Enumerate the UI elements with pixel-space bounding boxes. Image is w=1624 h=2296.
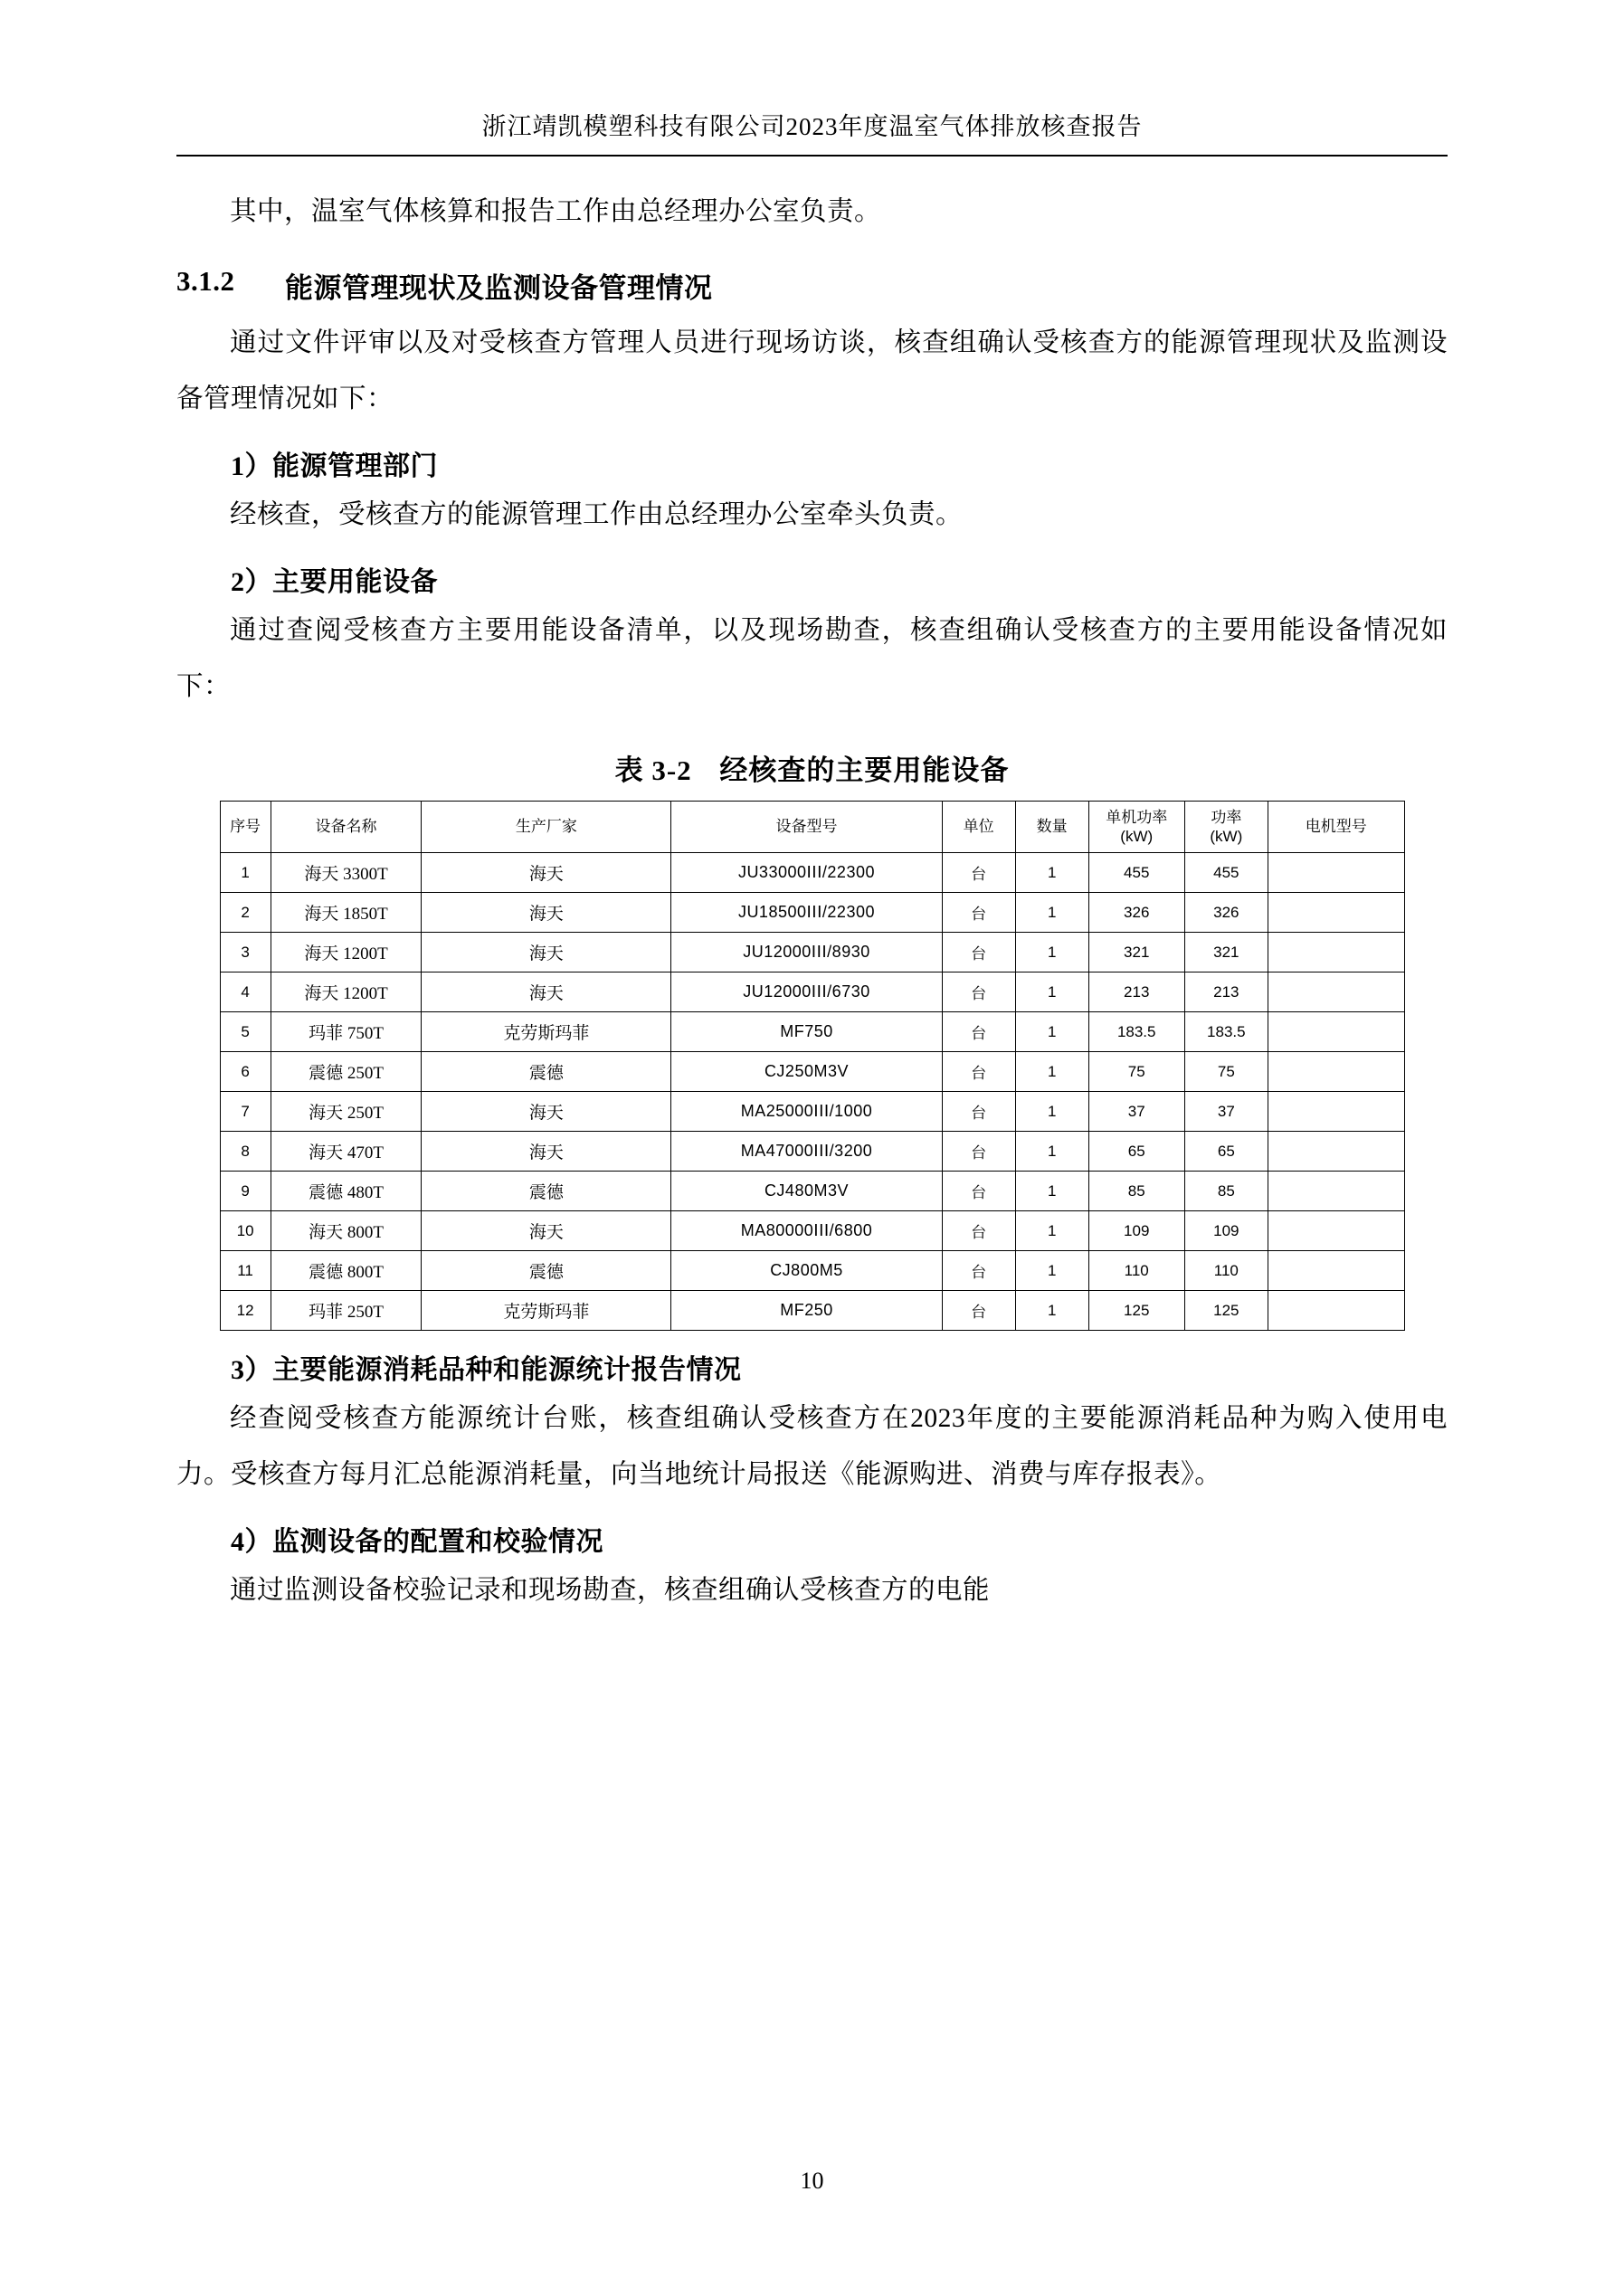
cell-index: 10 bbox=[220, 1211, 271, 1251]
cell-power: 321 bbox=[1184, 933, 1268, 972]
cell-index: 2 bbox=[220, 893, 271, 933]
list-item-2-heading: 2）主要用能设备 bbox=[231, 567, 438, 597]
equipment-table-body bbox=[220, 853, 1404, 1331]
cell-motor-model bbox=[1268, 933, 1404, 972]
header-index: 序号 bbox=[220, 802, 271, 853]
cell-maker: 克劳斯玛菲 bbox=[422, 1012, 671, 1052]
cell-maker: 海天 bbox=[422, 1132, 671, 1172]
list-item-4-heading: 4）监测设备的配置和校验情况 bbox=[231, 1527, 603, 1557]
cell-model: MF250 bbox=[671, 1291, 942, 1331]
table-row bbox=[220, 1211, 1404, 1251]
equipment-table-head bbox=[220, 802, 1404, 853]
header-quantity: 数量 bbox=[1015, 802, 1088, 853]
cell-quantity: 1 bbox=[1015, 853, 1088, 893]
cell-power: 85 bbox=[1184, 1172, 1268, 1211]
table-row bbox=[220, 1092, 1404, 1132]
page-number: 10 bbox=[800, 2168, 824, 2194]
cell-name: 震德 800T bbox=[271, 1251, 422, 1291]
table-row bbox=[220, 893, 1404, 933]
cell-quantity: 1 bbox=[1015, 1092, 1088, 1132]
table-row bbox=[220, 933, 1404, 972]
cell-power: 326 bbox=[1184, 893, 1268, 933]
cell-unit-power: 125 bbox=[1088, 1291, 1184, 1331]
cell-maker: 海天 bbox=[422, 1211, 671, 1251]
cell-maker: 震德 bbox=[422, 1052, 671, 1092]
cell-name: 海天 470T bbox=[271, 1132, 422, 1172]
intro-paragraph: 其中，温室气体核算和报告工作由总经理办公室负责。 bbox=[230, 197, 882, 226]
header-power-line2: (kW) bbox=[1210, 828, 1243, 845]
header-title: 浙江靖凯模塑科技有限公司2023年度温室气体排放核查报告 bbox=[481, 113, 1143, 140]
cell-motor-model bbox=[1268, 853, 1404, 893]
header-unit-power-line2: (kW) bbox=[1120, 828, 1154, 845]
cell-unit-power: 65 bbox=[1088, 1132, 1184, 1172]
cell-name: 海天 1200T bbox=[271, 972, 422, 1012]
table-header-row bbox=[220, 802, 1404, 853]
cell-motor-model bbox=[1268, 1052, 1404, 1092]
cell-unit-power: 455 bbox=[1088, 853, 1184, 893]
cell-maker: 震德 bbox=[422, 1172, 671, 1211]
header-unit: 单位 bbox=[942, 802, 1015, 853]
cell-index: 8 bbox=[220, 1132, 271, 1172]
cell-quantity: 1 bbox=[1015, 1211, 1088, 1251]
cell-power: 110 bbox=[1184, 1251, 1268, 1291]
equipment-table bbox=[220, 801, 1405, 1331]
cell-name: 海天 1850T bbox=[271, 893, 422, 933]
cell-model: JU12000ⅠⅠⅠ/6730 bbox=[671, 972, 942, 1012]
table-row bbox=[220, 1291, 1404, 1331]
cell-power: 65 bbox=[1184, 1132, 1268, 1172]
list-item-2-paragraph: 通过查阅受核查方主要用能设备清单，以及现场勘查，核查组确认受核查方的主要用能设备情况如下： bbox=[176, 616, 1448, 701]
cell-name: 玛菲 250T bbox=[271, 1291, 422, 1331]
cell-unit: 台 bbox=[942, 1012, 1015, 1052]
cell-model: JU33000ⅠⅠⅠ/22300 bbox=[671, 853, 942, 893]
cell-power: 125 bbox=[1184, 1291, 1268, 1331]
cell-power: 37 bbox=[1184, 1092, 1268, 1132]
cell-index: 7 bbox=[220, 1092, 271, 1132]
cell-unit-power: 110 bbox=[1088, 1251, 1184, 1291]
cell-maker: 海天 bbox=[422, 933, 671, 972]
header-motor-model: 电机型号 bbox=[1268, 802, 1404, 853]
header-maker: 生产厂家 bbox=[422, 802, 671, 853]
cell-model: MA47000ⅠⅠⅠ/3200 bbox=[671, 1132, 942, 1172]
cell-motor-model bbox=[1268, 893, 1404, 933]
section-number: 3.1.2 bbox=[176, 265, 235, 297]
list-item-3-heading: 3）主要能源消耗品种和能源统计报告情况 bbox=[231, 1355, 742, 1385]
cell-quantity: 1 bbox=[1015, 1012, 1088, 1052]
section-paragraph: 通过文件评审以及对受核查方管理人员进行现场访谈，核查组确认受核查方的能源管理现状及监测设备管理情况如下： bbox=[176, 328, 1448, 413]
cell-unit-power: 326 bbox=[1088, 893, 1184, 933]
cell-quantity: 1 bbox=[1015, 972, 1088, 1012]
cell-unit: 台 bbox=[942, 853, 1015, 893]
cell-motor-model bbox=[1268, 1092, 1404, 1132]
table-row bbox=[220, 1251, 1404, 1291]
list-item-3-paragraph: 经查阅受核查方能源统计台账，核查组确认受核查方在2023年度的主要能源消耗品种为购入使用电力。受核查方每月汇总能源消耗量，向当地统计局报送《能源购进、消费与库存报表》。 bbox=[176, 1404, 1448, 1489]
cell-model: JU18500ⅠⅠⅠ/22300 bbox=[671, 893, 942, 933]
cell-motor-model bbox=[1268, 972, 1404, 1012]
header-name: 设备名称 bbox=[271, 802, 422, 853]
cell-quantity: 1 bbox=[1015, 893, 1088, 933]
header-unit-power-line1: 单机功率 bbox=[1106, 808, 1168, 826]
cell-unit: 台 bbox=[942, 1251, 1015, 1291]
table-caption bbox=[176, 747, 1448, 788]
cell-unit: 台 bbox=[942, 1211, 1015, 1251]
list-item-1-heading: 1）能源管理部门 bbox=[231, 451, 438, 481]
cell-unit-power: 109 bbox=[1088, 1211, 1184, 1251]
cell-power: 455 bbox=[1184, 853, 1268, 893]
cell-name: 海天 250T bbox=[271, 1092, 422, 1132]
cell-name: 震德 480T bbox=[271, 1172, 422, 1211]
cell-motor-model bbox=[1268, 1251, 1404, 1291]
cell-model: MF750 bbox=[671, 1012, 942, 1052]
cell-unit: 台 bbox=[942, 1132, 1015, 1172]
cell-unit: 台 bbox=[942, 933, 1015, 972]
cell-model: CJ250M3V bbox=[671, 1052, 942, 1092]
page-header bbox=[176, 0, 1448, 157]
cell-power: 213 bbox=[1184, 972, 1268, 1012]
list-item-1-paragraph: 经核查，受核查方的能源管理工作由总经理办公室牵头负责。 bbox=[230, 500, 964, 529]
cell-index: 6 bbox=[220, 1052, 271, 1092]
table-row bbox=[220, 1172, 1404, 1211]
table-row bbox=[220, 1052, 1404, 1092]
header-model: 设备型号 bbox=[671, 802, 942, 853]
cell-maker: 海天 bbox=[422, 853, 671, 893]
cell-quantity: 1 bbox=[1015, 933, 1088, 972]
cell-unit: 台 bbox=[942, 1291, 1015, 1331]
cell-maker: 海天 bbox=[422, 1092, 671, 1132]
cell-quantity: 1 bbox=[1015, 1251, 1088, 1291]
cell-name: 震德 250T bbox=[271, 1052, 422, 1092]
cell-index: 9 bbox=[220, 1172, 271, 1211]
cell-power: 183.5 bbox=[1184, 1012, 1268, 1052]
cell-unit-power: 321 bbox=[1088, 933, 1184, 972]
cell-power: 75 bbox=[1184, 1052, 1268, 1092]
page-content bbox=[176, 157, 1448, 1618]
cell-unit: 台 bbox=[942, 972, 1015, 1012]
cell-quantity: 1 bbox=[1015, 1172, 1088, 1211]
cell-unit: 台 bbox=[942, 1092, 1015, 1132]
cell-index: 11 bbox=[220, 1251, 271, 1291]
cell-name: 海天 800T bbox=[271, 1211, 422, 1251]
cell-unit-power: 213 bbox=[1088, 972, 1184, 1012]
cell-motor-model bbox=[1268, 1211, 1404, 1251]
table-row bbox=[220, 972, 1404, 1012]
cell-unit-power: 37 bbox=[1088, 1092, 1184, 1132]
cell-name: 海天 3300T bbox=[271, 853, 422, 893]
cell-quantity: 1 bbox=[1015, 1291, 1088, 1331]
cell-name: 玛菲 750T bbox=[271, 1012, 422, 1052]
cell-quantity: 1 bbox=[1015, 1052, 1088, 1092]
cell-motor-model bbox=[1268, 1012, 1404, 1052]
cell-unit: 台 bbox=[942, 893, 1015, 933]
cell-motor-model bbox=[1268, 1172, 1404, 1211]
table-row bbox=[220, 853, 1404, 893]
cell-maker: 海天 bbox=[422, 893, 671, 933]
cell-index: 5 bbox=[220, 1012, 271, 1052]
cell-model: JU12000ⅠⅠⅠ/8930 bbox=[671, 933, 942, 972]
table-caption-title: 经核查的主要用能设备 bbox=[719, 754, 1010, 786]
cell-quantity: 1 bbox=[1015, 1132, 1088, 1172]
cell-model: MA25000ⅠⅠⅠ/1000 bbox=[671, 1092, 942, 1132]
cell-maker: 震德 bbox=[422, 1251, 671, 1291]
cell-index: 1 bbox=[220, 853, 271, 893]
cell-name: 海天 1200T bbox=[271, 933, 422, 972]
cell-index: 4 bbox=[220, 972, 271, 1012]
cell-unit-power: 85 bbox=[1088, 1172, 1184, 1211]
header-power-line1: 功率 bbox=[1211, 808, 1242, 826]
cell-index: 3 bbox=[220, 933, 271, 972]
cell-maker: 海天 bbox=[422, 972, 671, 1012]
table-caption-number: 表 3-2 bbox=[614, 754, 692, 786]
cell-index: 12 bbox=[220, 1291, 271, 1331]
cell-unit: 台 bbox=[942, 1172, 1015, 1211]
section-heading bbox=[176, 265, 1448, 306]
section-title: 能源管理现状及监测设备管理情况 bbox=[285, 272, 713, 304]
list-item-4-paragraph: 通过监测设备校验记录和现场勘查，核查组确认受核查方的电能 bbox=[230, 1576, 991, 1605]
cell-unit-power: 183.5 bbox=[1088, 1012, 1184, 1052]
table-row bbox=[220, 1012, 1404, 1052]
cell-model: CJ480M3V bbox=[671, 1172, 942, 1211]
header-unit-power bbox=[1088, 802, 1184, 853]
cell-motor-model bbox=[1268, 1132, 1404, 1172]
cell-maker: 克劳斯玛菲 bbox=[422, 1291, 671, 1331]
table-row bbox=[220, 1132, 1404, 1172]
header-power bbox=[1184, 802, 1268, 853]
cell-model: MA80000ⅠⅠⅠ/6800 bbox=[671, 1211, 942, 1251]
cell-power: 109 bbox=[1184, 1211, 1268, 1251]
cell-motor-model bbox=[1268, 1291, 1404, 1331]
cell-model: CJ800M5 bbox=[671, 1251, 942, 1291]
cell-unit: 台 bbox=[942, 1052, 1015, 1092]
cell-unit-power: 75 bbox=[1088, 1052, 1184, 1092]
